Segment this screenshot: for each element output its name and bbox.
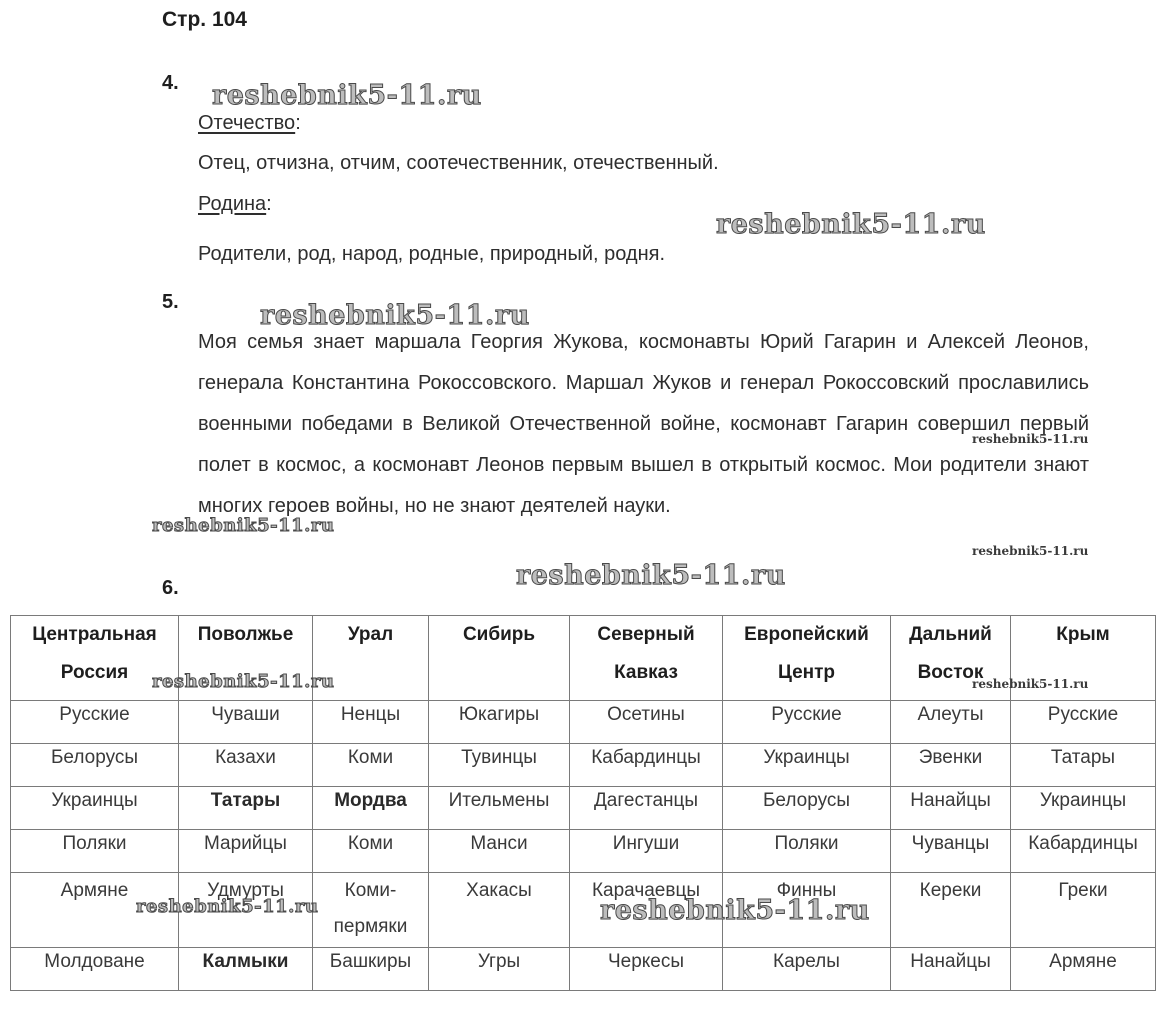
table-cell: Удмурты <box>179 873 313 948</box>
table-cell: Казахи <box>179 744 313 787</box>
table-cell: Русские <box>1011 701 1156 744</box>
watermark: reshebnik5-11.ru <box>972 544 1089 558</box>
table-cell: Дагестанцы <box>570 787 723 830</box>
table-cell: Поляки <box>723 830 891 873</box>
column-header: Крым <box>1011 616 1156 701</box>
table-cell: Белорусы <box>11 744 179 787</box>
watermark: reshebnik5-11.ru <box>152 515 335 536</box>
column-header: Дальний Восток <box>891 616 1011 701</box>
column-header: Поволжье <box>179 616 313 701</box>
table-row <box>11 948 1156 991</box>
task4-colon2: : <box>266 193 272 215</box>
task4-words1: Отец, отчизна, отчим, соотечественник, отечественный. <box>198 152 719 174</box>
column-header: Центральная Россия <box>11 616 179 701</box>
table-cell: Нанайцы <box>891 787 1011 830</box>
page-title: Стр. 104 <box>162 8 247 31</box>
watermark: reshebnik5-11.ru <box>136 896 319 917</box>
table-cell: Коми <box>313 830 429 873</box>
table-cell: Карелы <box>723 948 891 991</box>
table-cell: Чуванцы <box>891 830 1011 873</box>
table-cell: Армяне <box>1011 948 1156 991</box>
watermark: reshebnik5-11.ru <box>212 80 482 111</box>
table-cell: Хакасы <box>429 873 570 948</box>
table-cell: Башкиры <box>313 948 429 991</box>
watermark: reshebnik5-11.ru <box>972 677 1089 691</box>
table-cell: Поляки <box>11 830 179 873</box>
table-cell: Белорусы <box>723 787 891 830</box>
table-cell: Эвенки <box>891 744 1011 787</box>
watermark: reshebnik5-11.ru <box>152 671 335 692</box>
table-cell: Мордва <box>313 787 429 830</box>
watermark: reshebnik5-11.ru <box>716 209 986 240</box>
table-cell: Кабардинцы <box>1011 830 1156 873</box>
task4-heading1-text: Отечество <box>198 112 296 134</box>
table-cell: Финны <box>723 873 891 948</box>
task4-words2: Родители, род, народ, родные, природный, родня. <box>198 243 666 265</box>
table-row <box>11 830 1156 873</box>
table-cell: Чуваши <box>179 701 313 744</box>
task6-number: 6. <box>162 577 179 599</box>
table-cell: Тувинцы <box>429 744 570 787</box>
task5-paragraph: Моя семья знает маршала Георгия Жукова, космонавты Юрий Гагарин и Алексей Леонов, генерала Константина Рокоссовского. Маршал Жуков и генерал Рокоссовский прославились военными победами в Великой Отечественной войне, космонавт Гагарин совершил первый полет в космос, а космонавт Леонов первым вышел в открытый космос. Мои родители знают многих героев войны, но не знают деятелей науки. <box>198 331 1089 517</box>
table-cell: Украинцы <box>723 744 891 787</box>
table-cell: Кереки <box>891 873 1011 948</box>
column-header: Северный Кавказ <box>570 616 723 701</box>
watermark: reshebnik5-11.ru <box>516 560 786 591</box>
table-cell: Угры <box>429 948 570 991</box>
table-cell: Татары <box>179 787 313 830</box>
table-cell: Греки <box>1011 873 1156 948</box>
task4-heading-otechestvo <box>198 112 301 135</box>
table-cell: Кабардинцы <box>570 744 723 787</box>
watermark: reshebnik5-11.ru <box>972 432 1089 446</box>
task5-number: 5. <box>162 291 179 313</box>
table-row <box>11 744 1156 787</box>
table-cell: Татары <box>1011 744 1156 787</box>
task4-number: 4. <box>162 72 179 94</box>
table-cell: Осетины <box>570 701 723 744</box>
table-cell: Ненцы <box>313 701 429 744</box>
column-header: Европейский Центр <box>723 616 891 701</box>
task4-heading-rodina <box>198 193 272 216</box>
table-cell: Украинцы <box>11 787 179 830</box>
table-cell: Коми <box>313 744 429 787</box>
table-cell: Марийцы <box>179 830 313 873</box>
table-cell: Калмыки <box>179 948 313 991</box>
task4-heading2-text: Родина <box>198 193 267 215</box>
table-row <box>11 701 1156 744</box>
table-cell: Нанайцы <box>891 948 1011 991</box>
column-header: Сибирь <box>429 616 570 701</box>
table-cell: Алеуты <box>891 701 1011 744</box>
table-cell: Русские <box>11 701 179 744</box>
table-cell: Манси <box>429 830 570 873</box>
table-cell: Русские <box>723 701 891 744</box>
table-cell: Молдоване <box>11 948 179 991</box>
column-header: Урал <box>313 616 429 701</box>
table-cell: Ингуши <box>570 830 723 873</box>
table-cell: Коми-пермяки <box>313 873 429 948</box>
task4-colon1: : <box>295 112 301 134</box>
table-cell: Украинцы <box>1011 787 1156 830</box>
table-cell: Карачаевцы <box>570 873 723 948</box>
table-cell: Черкесы <box>570 948 723 991</box>
table-cell: Юкагиры <box>429 701 570 744</box>
table-cell: Ительмены <box>429 787 570 830</box>
watermark: reshebnik5-11.ru <box>600 895 870 926</box>
table-cell: Армяне <box>11 873 179 948</box>
watermark: reshebnik5-11.ru <box>260 300 530 331</box>
table-row <box>11 787 1156 830</box>
